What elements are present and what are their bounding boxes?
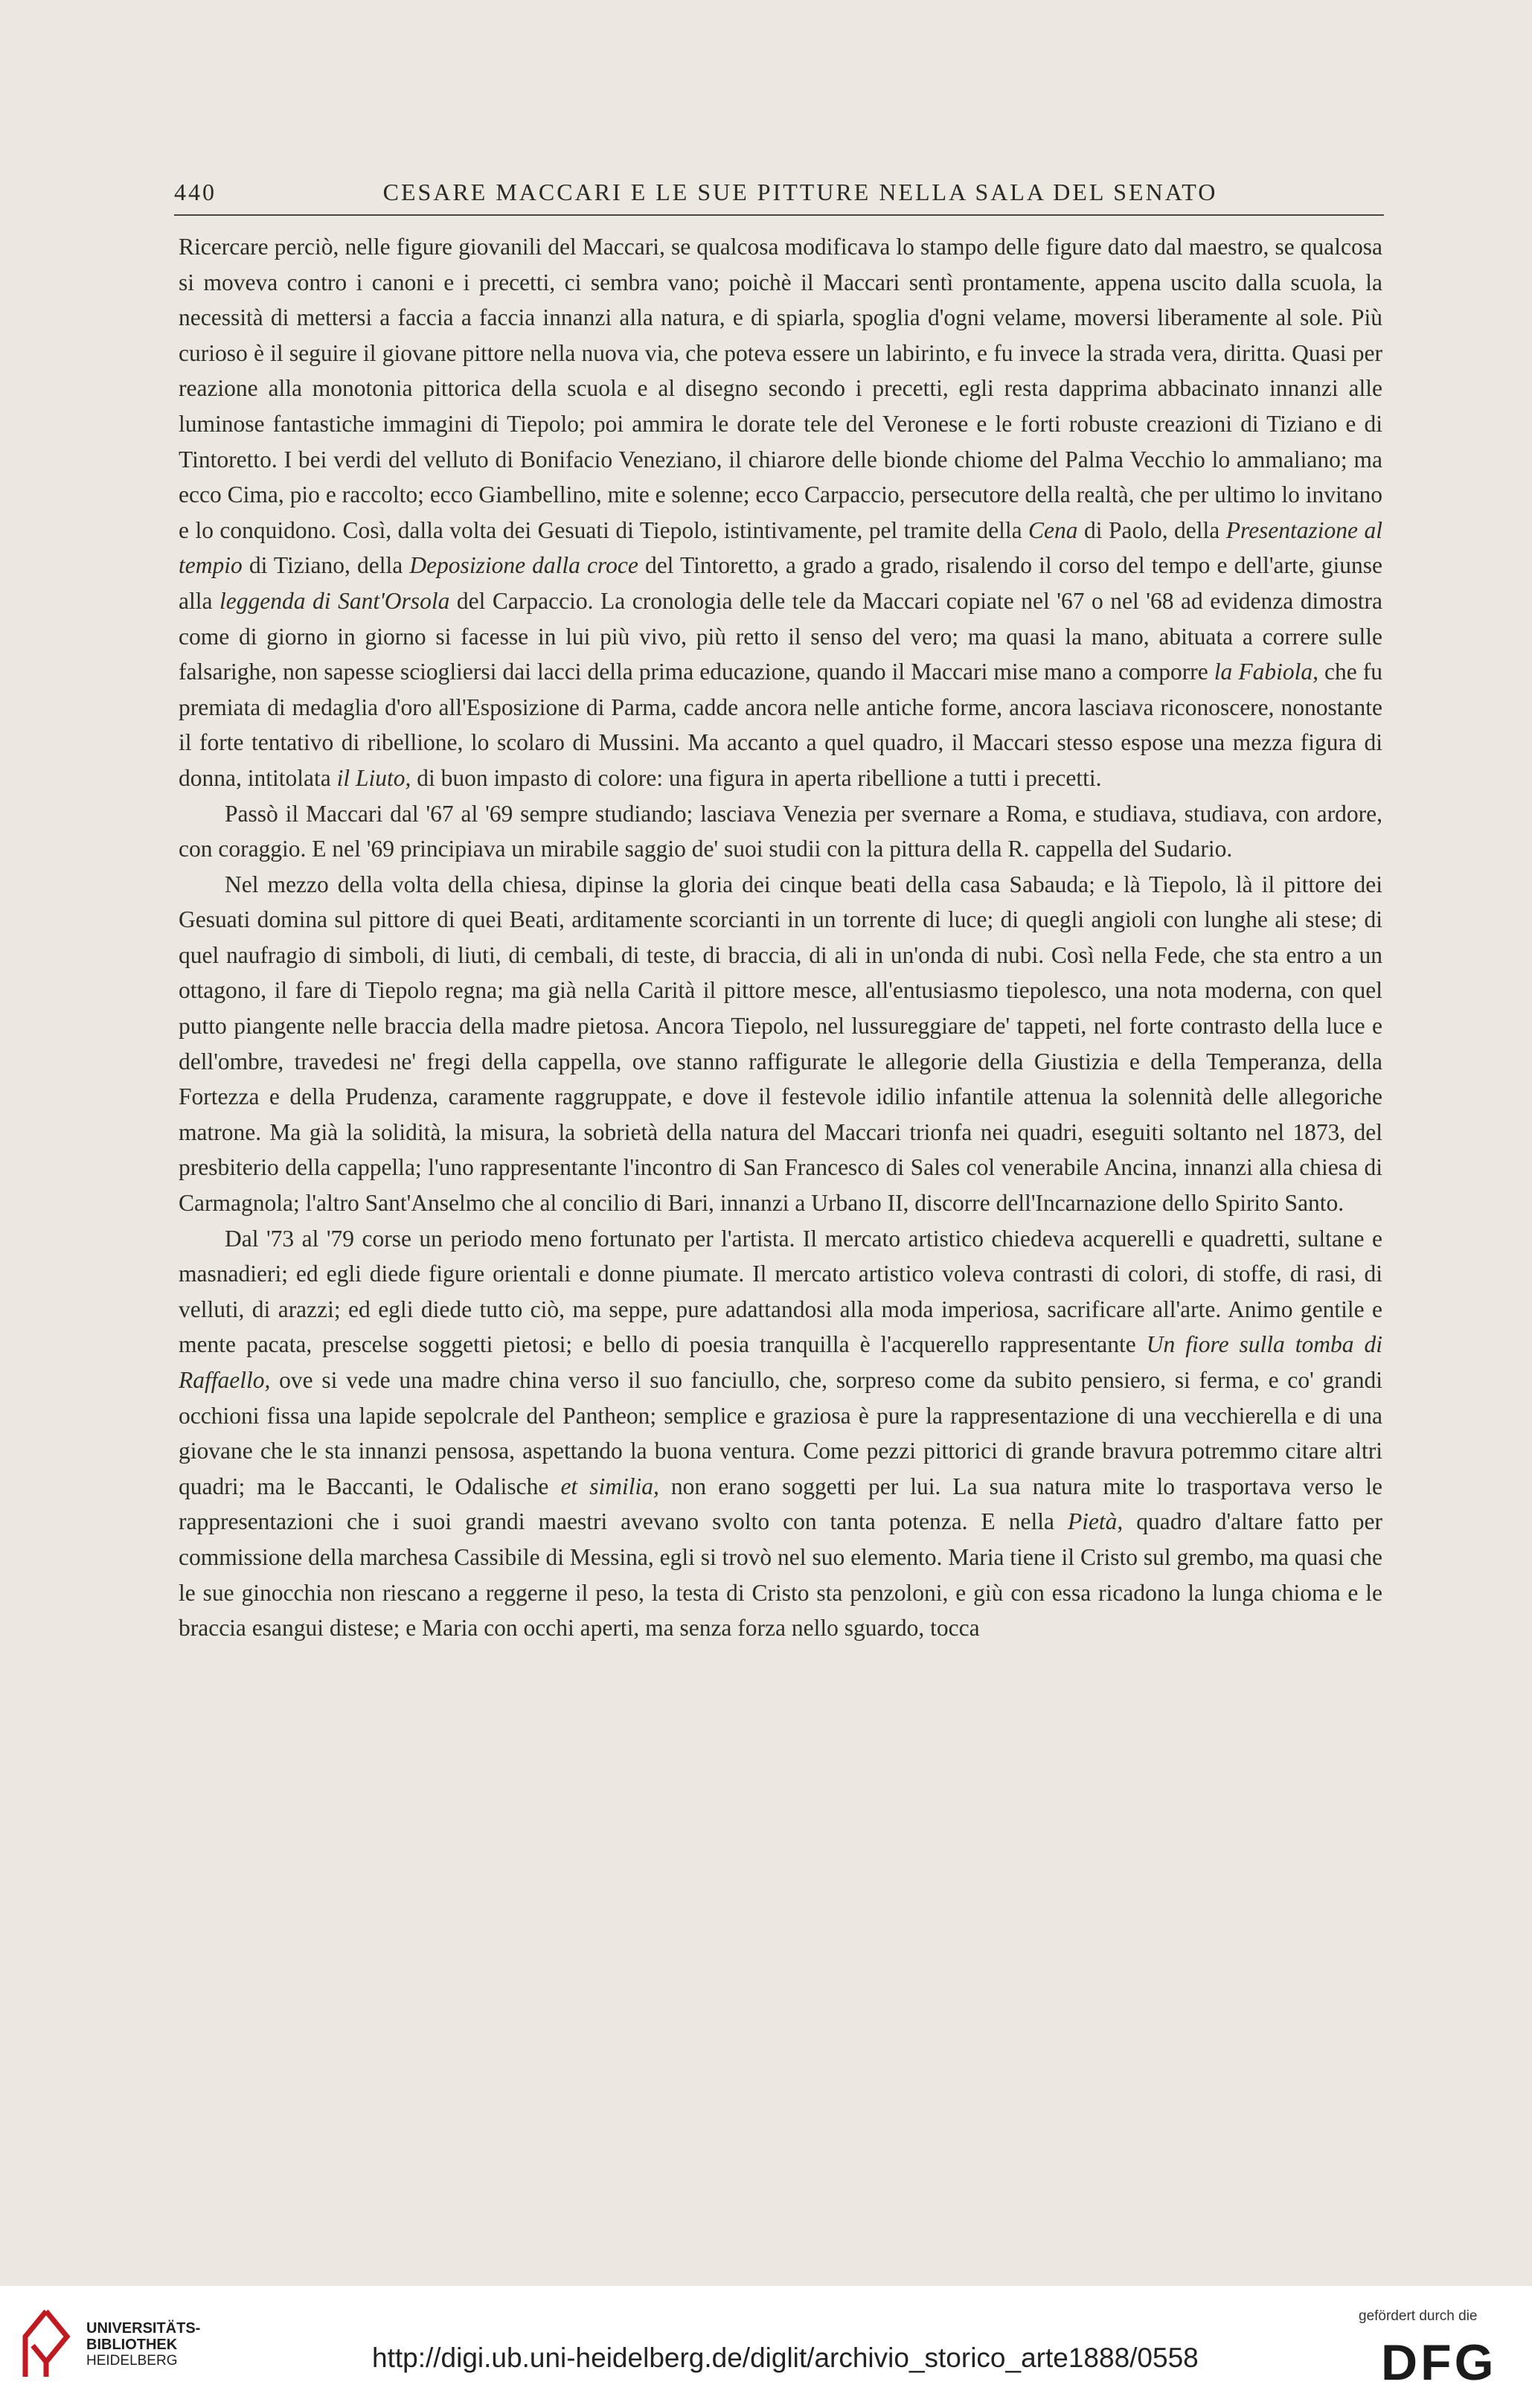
text-run: non erano soggetti per lui. La sua natura mite lo trasportava verso le rappresentazioni che i suoi grandi maestri avevano svolto con tanta potenza. E nella: [179, 1473, 1382, 1535]
text-run: di Tiziano, della: [242, 552, 410, 579]
italic-title: Un fiore sulla tomba di Raffaello,: [179, 1331, 1382, 1393]
paragraph-1: [179, 229, 1382, 796]
paragraph-3: Nel mezzo della volta della chiesa, dipinse la gloria dei cinque beati della casa Sabauda; e là Tiepolo, là il pittore dei Gesuati domina sul pittore di quei Beati, arditamente scorcianti in un torrente di luce; di quegli angioli con lunghe ali stese; di quel naufragio di simboli, di liuti, di cembali, di teste, di braccia, di ali in un'onda di nubi. Così nella Fede, che sta entro a un ottagono, il fare di Tiepolo regna; ma già nella Carità il pittore mesce, all'entusiasmo tiepolesco, una nota moderna, con quel putto piangente nelle braccia della madre pietosa. Ancora Tiepolo, nel lussureggiare de' tappeti, nel forte contrasto della luce e dell'ombre, travedesi ne' fregi della cappella, ove stanno raffigurate le allegorie della Giustizia e della Temperanza, della Fortezza e della Prudenza, caramente raggruppate, e dove il festevole idilio infantile attenua la solennità delle allegoriche matrone. Ma già la solidità, la misura, la sobrietà della natura del Maccari trionfa nei quadri, eseguiti soltanto nel 1873, del presbiterio della cappella; l'uno rappresentante l'incontro di San Francesco di Sales col venerabile Ancina, innanzi alla chiesa di Carmagnola; l'altro Sant'Anselmo che al concilio di Bari, innanzi a Urbano II, discorre dell'Incarnazione dello Spirito Santo.: [179, 871, 1382, 1217]
article-body: [179, 229, 1382, 1646]
italic-title: il Liuto,: [336, 764, 411, 791]
library-name-line: UNIVERSITÄTS-: [86, 2320, 201, 2337]
paragraph-2: Passò il Maccari dal '67 al '69 sempre studiando; lasciava Venezia per svernare a Roma, e studiava, studiava, con ardore, con coraggio. E nel '69 principiava un mirabile saggio de' suoi studii con la pittura della R. cappella del Sudario.: [179, 800, 1382, 862]
text-run: Dal '73 al '79 corse un periodo meno fortunato per l'artista. Il mercato artistico chiedeva acquerelli e quadretti, sultane e masnadieri; ed egli diede figure orientali e donne piumate. Il mercato artistico voleva contrasti di colori, di stoffe, di rasi, di velluti, di arazzi; ed egli diede tutto ciò, ma seppe, pure adattandosi alla moda imperiosa, sacrificare all'arte. Animo gentile e mente pacata, prescelse soggetti pietosi; e bello di poesia tranquilla è l'acquerello rappresentante: [179, 1225, 1382, 1358]
text-run: ove si vede una madre china verso il suo fanciullo, che, sorpreso come da subito pensiero, si ferma, e co' grandi occhioni fissa una lapide sepolcrale del Pantheon; semplice e graziosa è pure la rappresentazione di una vecchierella e di una giovane che le sta innanzi pensosa, aspettando la buona ventura. Come pezzi pittorici di grande bravura potremmo citare altri quadri; ma le Baccanti, le Odalische: [179, 1367, 1382, 1499]
header-rule: [174, 214, 1384, 216]
ub-heidelberg-logo-icon[interactable]: [16, 2307, 76, 2385]
italic-title: leggenda di Sant'Orsola: [219, 587, 450, 614]
text-run: di buon impasto di colore: una figura in aperta ribellione a tutti i precetti.: [411, 764, 1102, 791]
italic-title: Pietà,: [1067, 1508, 1124, 1535]
text-run: che fu premiata di medaglia d'oro all'Esposizione di Parma, cadde ancora nelle antiche forme, ancora lasciava riconoscere, nonostante il forte tentativo di ribellione, lo scolaro di Mussini. Ma accanto a quel quadro, il Maccari stesso espose una mezza figura di donna, intitolata: [179, 659, 1383, 791]
library-name-line: HEIDELBERG: [86, 2353, 178, 2369]
italic-title: et similia,: [560, 1473, 659, 1499]
italic-title: la Fabiola,: [1214, 659, 1318, 685]
text-run: del Tintoretto, a grado a grado, risalendo il corso del tempo e dell'arte, giunse alla: [179, 552, 1382, 614]
italic-title: Deposizione dalla croce: [409, 552, 638, 579]
dfg-logo-text: DFG: [1381, 2337, 1497, 2384]
text-run: del Carpaccio. La cronologia delle tele da Maccari copiate nel '67 o nel '68 ad evidenza dimostra come di giorno in giorno si facesse in lui più vivo, più retto il senso del vero; ma quasi la mano, abituata a correre sulle falsarighe, non sapesse sciogliersi dai lacci della prima educazione, quando il Maccari mise mano a comporre: [179, 587, 1382, 685]
page-number: 440: [174, 179, 217, 205]
library-name-line: BIBLIOTHEK: [86, 2337, 178, 2353]
digitization-footer: [0, 2286, 1532, 2408]
text-run: di Paolo, della: [1077, 516, 1226, 543]
library-name[interactable]: [86, 2320, 200, 2369]
text-run: quadro d'altare fatto per commissione della marchesa Cassibile di Messina, egli si trovò nel suo elemento. Maria tiene il Cristo sul grembo, ma quasi che le sue ginocchia non riescano a reggerne il peso, la testa di Cristo sta penzoloni, e giù con essa ricadono la lunga chioma e le braccia esangui distese; e Maria con occhi aperti, ma senza forza nello sguardo, tocca: [179, 1508, 1382, 1642]
italic-title: Cena: [1028, 516, 1078, 543]
running-title: CESARE MACCARI E LE SUE PITTURE NELLA SALA DEL SENATO: [382, 179, 1218, 205]
italic-title: Presentazione al tempio: [179, 516, 1382, 579]
running-header: [174, 179, 1384, 206]
text-run: Ricercare perciò, nelle figure giovanili del Maccari, se qualcosa modificava lo stampo delle figure dato dal maestro, se qualcosa si moveva contro i canoni e i precetti, ci sembra vano; poichè il Maccari sentì prontamente, appena uscito dalla scuola, la necessità di mettersi a faccia a faccia innanzi alla natura, e di spiarla, spoglia d'ogni velame, moversi liberamente al sole. Più curioso è il seguire il giovane pittore nella nuova via, che poteva essere un labirinto, e fu invece la strada vera, diritta. Quasi per reazione alla monotonia pittorica della scuola e al disegno secondo i precetti, egli resta dapprima abbacinato innanzi alle luminose fantastiche immagini di Tiepolo; poi ammira le dorate tele del Veronese e le forti robuste creazioni di Tiziano e di Tintoretto. I bei verdi del velluto di Bonifacio Veneziano, il chiarore delle bionde chiome del Palma Vecchio lo ammaliano; ma ecco Cima, pio e raccolto; ecco Giambellino, mite e solenne; ecco Carpaccio, persecutore della realtà, che per ultimo lo invitano e lo conquidono. Così, dalla volta dei Gesuati di Tiepolo, istintivamente, pel tramite della: [179, 234, 1382, 543]
permalink-url[interactable]: http://digi.ub.uni-heidelberg.de/diglit/archivio_storico_arte1888/0558: [372, 2343, 1199, 2373]
paragraph-4: [179, 1221, 1382, 1646]
sponsor-note: gefördert durch die: [1359, 2308, 1478, 2324]
dfg-logo-icon[interactable]: [1378, 2337, 1527, 2388]
